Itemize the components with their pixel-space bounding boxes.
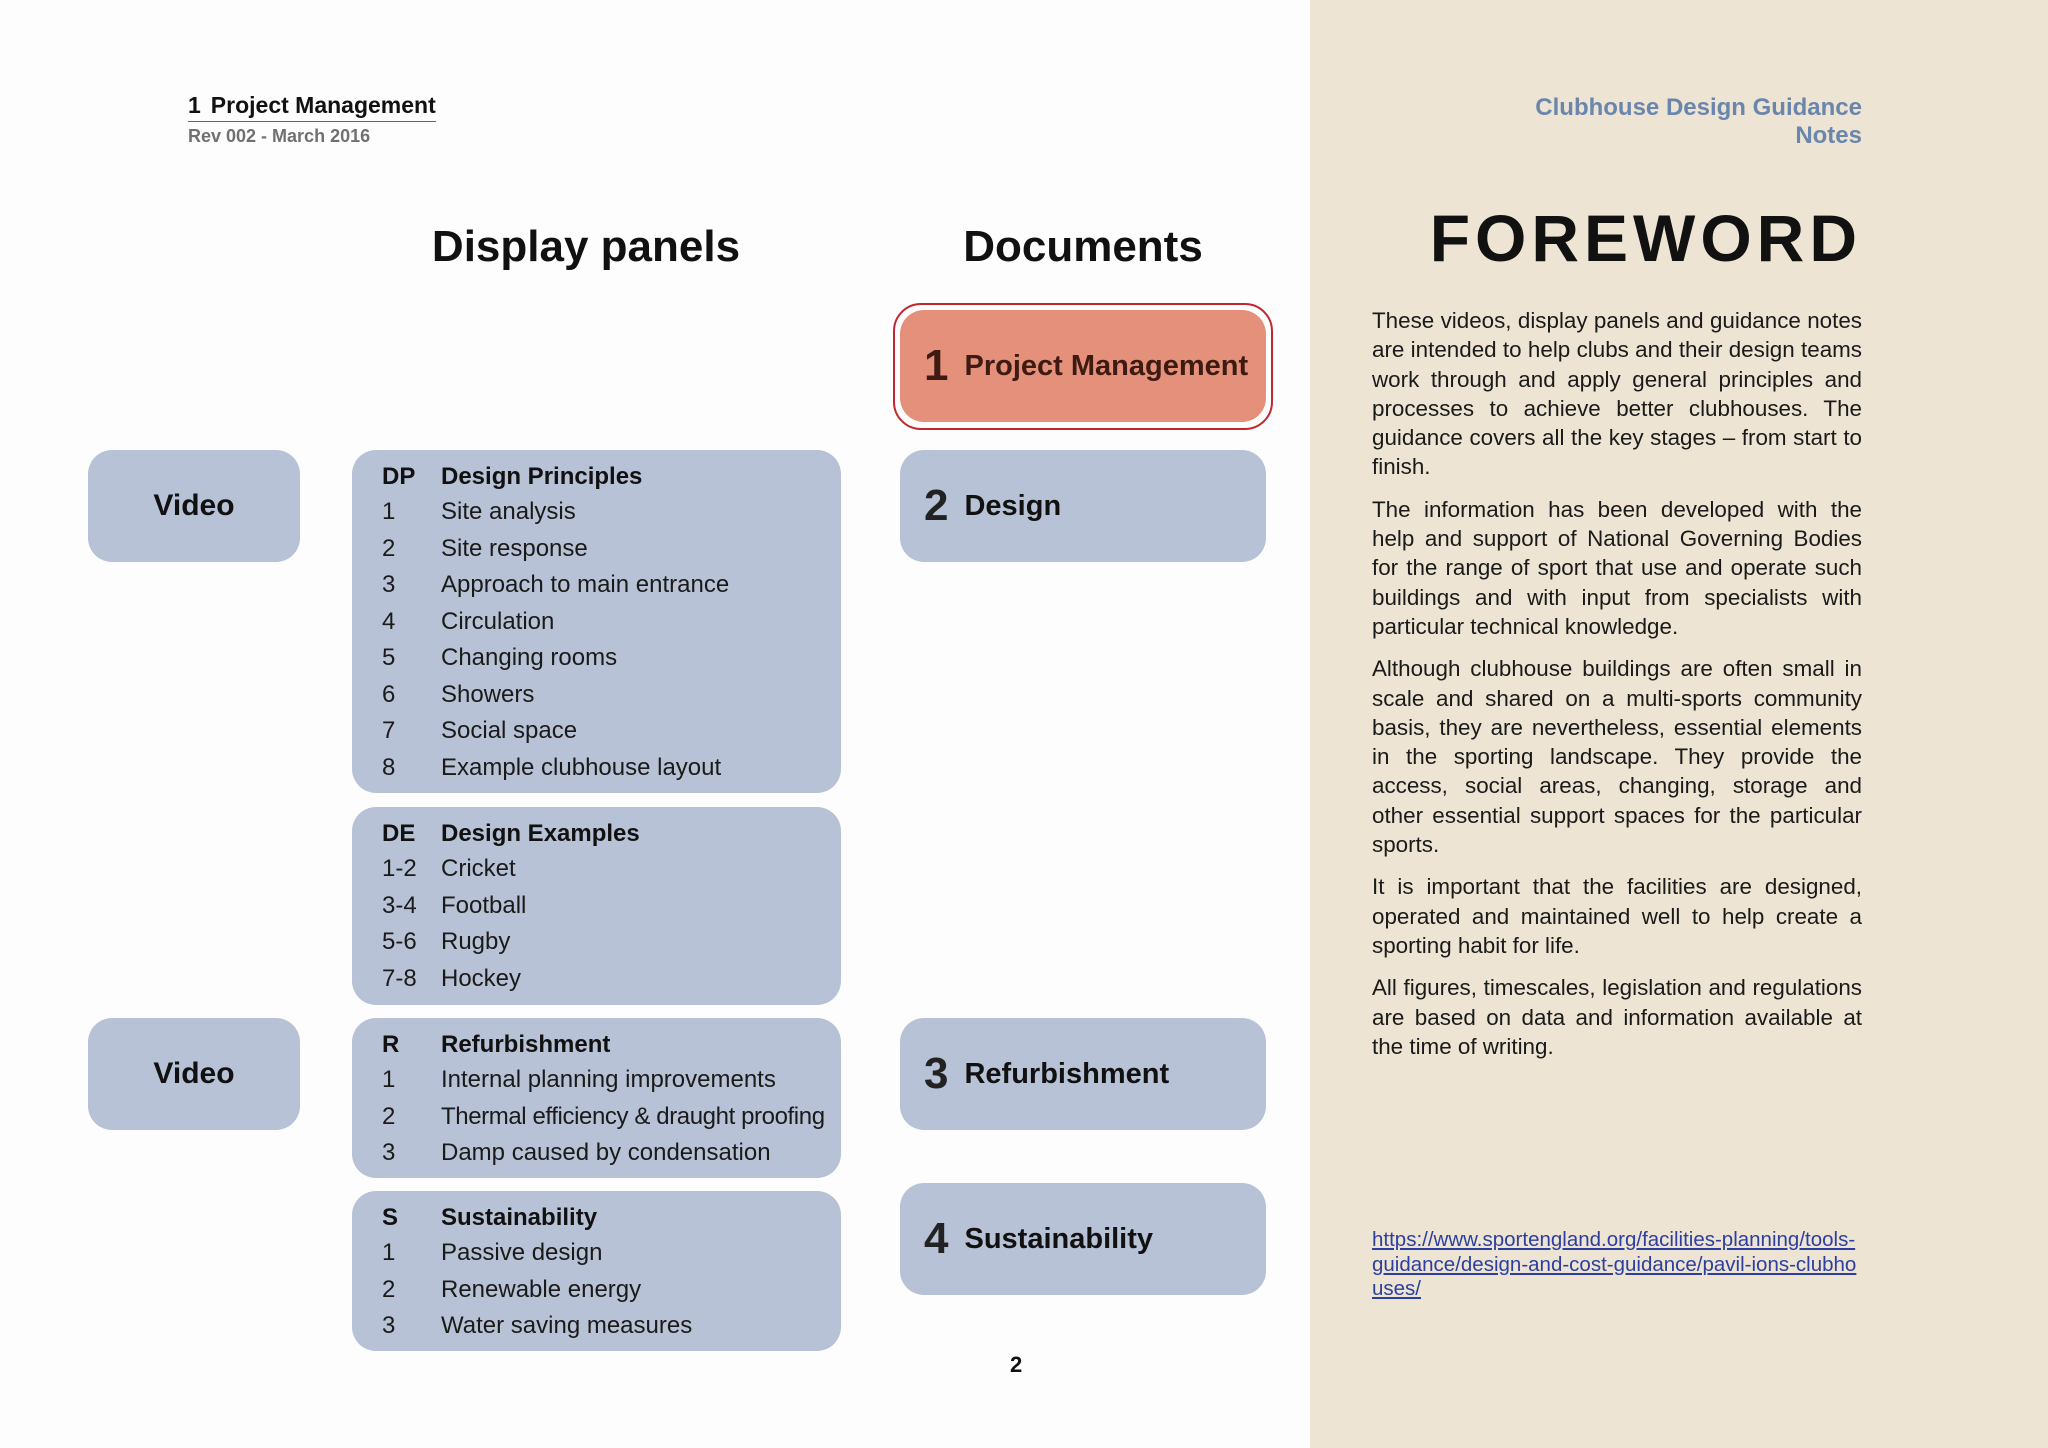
item-code: 5 xyxy=(382,644,396,672)
item-code: 1-2 xyxy=(382,855,417,883)
item-label: Hockey xyxy=(441,964,522,992)
item-code: 8 xyxy=(382,753,396,781)
list-item[interactable] xyxy=(382,1099,841,1136)
list-item[interactable] xyxy=(382,494,841,531)
list-item[interactable] xyxy=(382,604,841,641)
document-label: Project Management xyxy=(964,349,1249,382)
item-code: 2 xyxy=(382,1102,396,1130)
section-header xyxy=(188,92,436,122)
list-item[interactable] xyxy=(382,888,841,925)
item-code: 2 xyxy=(382,1275,396,1303)
list-item[interactable] xyxy=(382,1308,841,1345)
list-item[interactable] xyxy=(382,640,841,677)
item-code: 7-8 xyxy=(382,964,417,992)
list-item[interactable] xyxy=(382,961,841,998)
document-label: Design xyxy=(964,489,1062,522)
item-code: 3 xyxy=(382,571,396,599)
item-code: 1 xyxy=(382,1066,396,1094)
foreword-paragraph: Although clubhouse buildings are often small in scale and shared on a multi-sports community basis, they are nevertheless, essential elements in the sporting landscape. They provide the access, social areas, changing, storage and other essential support spaces for the particular sports. xyxy=(1372,656,1862,858)
item-label: Thermal efficiency & draught proofing xyxy=(441,1102,825,1130)
panel-code: DP xyxy=(382,463,416,490)
list-item[interactable] xyxy=(382,1062,841,1099)
item-label: Football xyxy=(441,891,527,919)
documents-heading: Documents xyxy=(963,222,1203,271)
panel-code: DE xyxy=(382,820,416,847)
panel-design-principles[interactable] xyxy=(352,450,841,793)
item-label: Showers xyxy=(441,680,535,708)
document-refurbishment[interactable] xyxy=(900,1018,1266,1130)
foreword-paragraph: These videos, display panels and guidance notes are intended to help clubs and their design teams work through and apply general principles and processes to achieve better clubhouses. The guidance covers all the key stages – from start to finish. xyxy=(1372,308,1862,480)
panel-sustainability[interactable] xyxy=(352,1191,841,1351)
sport-england-link[interactable]: https://www.sportengland.org/facilities-planning/tools-guidance/design-and-cost-guidance/pavil-ions-clubhouses/ xyxy=(1372,1228,1857,1300)
foreword-body xyxy=(1372,306,1862,1074)
list-item[interactable] xyxy=(382,531,841,568)
section-title: Project Management xyxy=(210,92,436,118)
item-label: Cricket xyxy=(441,855,516,883)
item-label: Approach to main entrance xyxy=(441,571,730,599)
document-number: 4 xyxy=(924,1214,949,1263)
panel-code: S xyxy=(382,1204,399,1231)
document-number: 3 xyxy=(924,1049,949,1098)
panel-design-examples[interactable] xyxy=(352,807,841,1005)
item-label: Rugby xyxy=(441,928,511,956)
item-label: Circulation xyxy=(441,607,555,635)
list-item[interactable] xyxy=(382,750,841,787)
panel-header xyxy=(382,1028,841,1062)
foreword-paragraph: It is important that the facilities are designed, operated and maintained well to help create a sporting habit for life. xyxy=(1372,874,1862,958)
item-label: Example clubhouse layout xyxy=(441,753,722,781)
item-label: Internal planning improvements xyxy=(441,1066,776,1094)
item-code: 7 xyxy=(382,717,396,745)
item-label: Water saving measures xyxy=(441,1312,693,1340)
item-code: 3 xyxy=(382,1139,396,1167)
foreword-heading: FOREWORD xyxy=(1429,201,1862,275)
list-item[interactable] xyxy=(382,924,841,961)
item-code: 2 xyxy=(382,534,396,562)
document-label: Sustainability xyxy=(964,1222,1154,1255)
page-number: 2 xyxy=(1010,1352,1023,1377)
list-item[interactable] xyxy=(382,677,841,714)
panel-title: Design Examples xyxy=(441,820,640,847)
item-label: Passive design xyxy=(441,1239,603,1267)
panel-refurbishment[interactable] xyxy=(352,1018,841,1178)
item-label: Renewable energy xyxy=(441,1275,642,1303)
item-code: 1 xyxy=(382,1239,396,1267)
item-code: 5-6 xyxy=(382,928,417,956)
document-project-management[interactable] xyxy=(900,310,1266,422)
panel-code: R xyxy=(382,1031,400,1058)
list-item[interactable] xyxy=(382,567,841,604)
document-number: 2 xyxy=(924,481,949,530)
item-label: Changing rooms xyxy=(441,644,618,672)
document-label: Refurbishment xyxy=(964,1057,1170,1090)
list-item[interactable] xyxy=(382,1135,841,1172)
item-label: Damp caused by condensation xyxy=(441,1139,771,1167)
section-number: 1 xyxy=(188,92,201,118)
item-code: 3-4 xyxy=(382,891,417,919)
item-code: 6 xyxy=(382,680,396,708)
panel-header xyxy=(382,1201,841,1235)
video-button-refurbishment[interactable]: Video xyxy=(88,1018,300,1130)
item-label: Site response xyxy=(441,534,588,562)
panel-title: Sustainability xyxy=(441,1204,598,1231)
list-item[interactable] xyxy=(382,713,841,750)
document-sustainability[interactable] xyxy=(900,1183,1266,1295)
panel-header xyxy=(382,817,841,851)
document-design[interactable] xyxy=(900,450,1266,562)
list-item[interactable] xyxy=(382,1272,841,1309)
display-panels-heading: Display panels xyxy=(431,222,741,271)
list-item[interactable] xyxy=(382,1235,841,1272)
panel-title: Refurbishment xyxy=(441,1031,611,1058)
foreword-paragraph: The information has been developed with the help and support of National Governing Bodies for the range of sport that use and operate such buildings and with input from specialists with particular technical knowledge. xyxy=(1372,496,1862,639)
document-number: 1 xyxy=(924,341,949,390)
item-label: Site analysis xyxy=(441,498,576,526)
item-code: 4 xyxy=(382,607,396,635)
panel-header xyxy=(382,460,841,494)
foreword-paragraph: All figures, timescales, legislation and regulations are based on data and information available at the time of writing. xyxy=(1372,975,1862,1059)
item-label: Social space xyxy=(441,717,578,745)
panel-title: Design Principles xyxy=(441,463,643,490)
item-code: 1 xyxy=(382,498,396,526)
video-button-design[interactable]: Video xyxy=(88,450,300,562)
series-title: Clubhouse Design Guidance Notes xyxy=(1535,94,1862,149)
item-code: 3 xyxy=(382,1312,396,1340)
revision-label: Rev 002 - March 2016 xyxy=(188,126,371,146)
list-item[interactable] xyxy=(382,851,841,888)
